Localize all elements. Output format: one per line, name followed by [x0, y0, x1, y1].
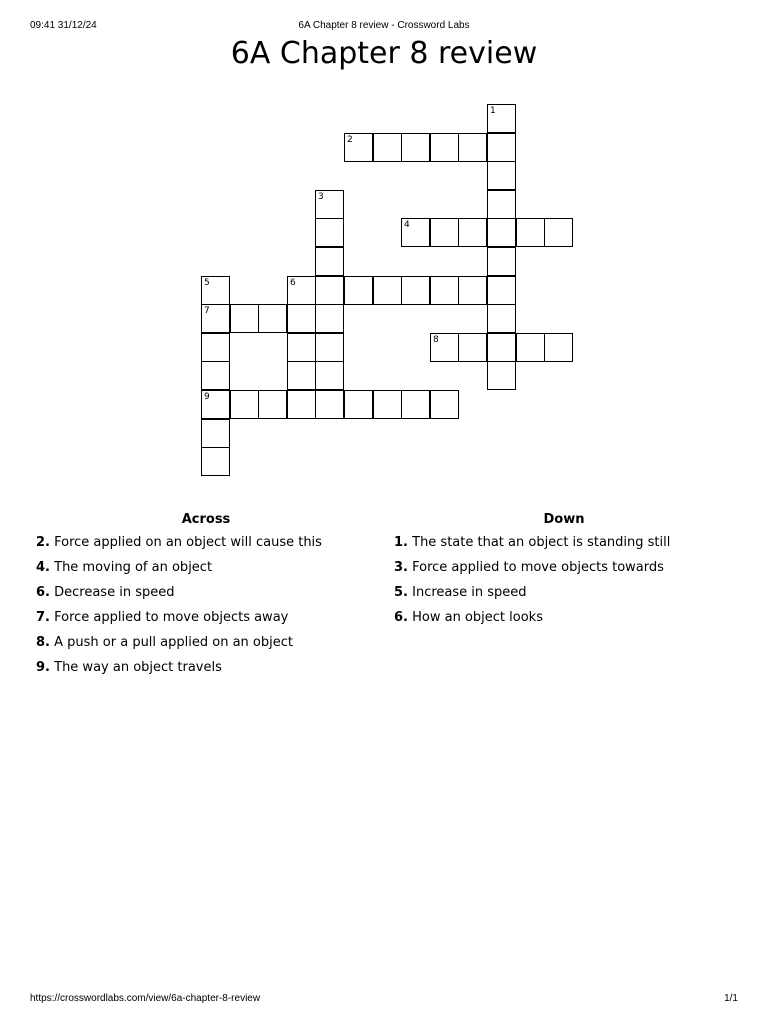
- grid-cell[interactable]: [458, 133, 487, 162]
- print-url: https://crosswordlabs.com/view/6a-chapter-8-review: [30, 993, 261, 1004]
- grid-cell[interactable]: [487, 133, 516, 162]
- cell-number: 1: [490, 106, 496, 116]
- across-clue: [36, 585, 376, 610]
- clue-number: 3.: [394, 560, 408, 575]
- cell-number: 7: [204, 306, 210, 316]
- grid-cell[interactable]: [487, 276, 516, 305]
- grid-cell[interactable]: [430, 390, 459, 419]
- cell-number: 9: [204, 392, 210, 402]
- cell-number: 3: [318, 192, 324, 202]
- grid-cell[interactable]: [315, 276, 344, 305]
- grid-cell[interactable]: [373, 133, 402, 162]
- clue-number: 2.: [36, 535, 50, 550]
- page-title: 6A Chapter 8 review: [230, 36, 538, 71]
- grid-cell[interactable]: [201, 304, 230, 333]
- down-heading: Down: [543, 512, 585, 527]
- clue-text: How an object looks: [412, 610, 543, 625]
- grid-cell[interactable]: [516, 333, 545, 362]
- grid-cell[interactable]: [487, 304, 516, 333]
- across-clue: [36, 635, 376, 660]
- grid-cell[interactable]: [201, 333, 230, 362]
- across-clue: [36, 610, 376, 635]
- grid-cell[interactable]: [287, 361, 316, 390]
- grid-cell[interactable]: [344, 133, 373, 162]
- down-clue: [394, 585, 734, 610]
- grid-cell[interactable]: [544, 333, 573, 362]
- down-clue: [394, 560, 734, 585]
- grid-cell[interactable]: [401, 276, 430, 305]
- clue-text: The way an object travels: [54, 660, 222, 675]
- grid-cell[interactable]: [315, 218, 344, 247]
- grid-cell[interactable]: [401, 133, 430, 162]
- clue-text: Force applied to move objects away: [54, 610, 289, 625]
- grid-cell[interactable]: [315, 333, 344, 362]
- grid-cell[interactable]: [258, 390, 287, 419]
- cell-number: 5: [204, 278, 210, 288]
- clue-number: 6.: [36, 585, 50, 600]
- grid-cell[interactable]: [487, 361, 516, 390]
- clue-text: Decrease in speed: [54, 585, 175, 600]
- grid-cell[interactable]: [315, 304, 344, 333]
- clue-number: 5.: [394, 585, 408, 600]
- grid-cell[interactable]: [430, 218, 459, 247]
- grid-cell[interactable]: [516, 218, 545, 247]
- grid-cell[interactable]: [315, 247, 344, 276]
- down-clues: [394, 512, 734, 635]
- grid-cell[interactable]: [458, 218, 487, 247]
- clue-text: The moving of an object: [54, 560, 213, 575]
- cell-number: 2: [347, 135, 353, 145]
- grid-cell[interactable]: [287, 304, 316, 333]
- across-clue: [36, 660, 376, 685]
- grid-cell[interactable]: [287, 390, 316, 419]
- grid-cell[interactable]: [201, 390, 230, 419]
- clue-number: 7.: [36, 610, 50, 625]
- grid-cell[interactable]: [258, 304, 287, 333]
- grid-cell[interactable]: [201, 276, 230, 305]
- grid-cell[interactable]: [487, 218, 516, 247]
- grid-cell[interactable]: [458, 276, 487, 305]
- clue-number: 8.: [36, 635, 50, 650]
- across-heading: Across: [181, 512, 231, 527]
- cell-number: 6: [290, 278, 296, 288]
- grid-cell[interactable]: [401, 390, 430, 419]
- clue-text: The state that an object is standing still: [412, 535, 671, 550]
- across-clue: [36, 560, 376, 585]
- grid-cell[interactable]: [373, 276, 402, 305]
- grid-cell[interactable]: [344, 276, 373, 305]
- print-page-title: 6A Chapter 8 review - Crossword Labs: [298, 20, 470, 31]
- clue-text: Force applied on an object will cause this: [54, 535, 322, 550]
- grid-cell[interactable]: [401, 218, 430, 247]
- down-clue: [394, 610, 734, 635]
- grid-cell[interactable]: [201, 419, 230, 448]
- grid-cell[interactable]: [344, 390, 373, 419]
- cell-number: 8: [433, 335, 439, 345]
- clue-number: 6.: [394, 610, 408, 625]
- print-datetime: 09:41 31/12/24: [30, 20, 97, 31]
- grid-cell[interactable]: [487, 247, 516, 276]
- clue-text: Increase in speed: [412, 585, 527, 600]
- grid-cell[interactable]: [544, 218, 573, 247]
- grid-cell[interactable]: [487, 333, 516, 362]
- cell-number: 4: [404, 220, 410, 230]
- clue-text: Force applied to move objects towards: [412, 560, 664, 575]
- down-clue: [394, 535, 734, 560]
- across-clues: [36, 512, 376, 685]
- clue-number: 9.: [36, 660, 50, 675]
- grid-cell[interactable]: [458, 333, 487, 362]
- grid-cell[interactable]: [430, 276, 459, 305]
- grid-cell[interactable]: [373, 390, 402, 419]
- print-page-count: 1/1: [724, 993, 738, 1004]
- grid-cell[interactable]: [430, 133, 459, 162]
- grid-cell[interactable]: [287, 333, 316, 362]
- grid-cell[interactable]: [487, 161, 516, 190]
- grid-cell[interactable]: [315, 361, 344, 390]
- grid-cell[interactable]: [487, 190, 516, 219]
- clue-number: 1.: [394, 535, 408, 550]
- grid-cell[interactable]: [315, 390, 344, 419]
- clue-number: 4.: [36, 560, 50, 575]
- grid-cell[interactable]: [201, 447, 230, 476]
- grid-cell[interactable]: [287, 276, 316, 305]
- grid-cell[interactable]: [230, 304, 259, 333]
- grid-cell[interactable]: [201, 361, 230, 390]
- across-clue: [36, 535, 376, 560]
- clue-text: A push or a pull applied on an object: [54, 635, 293, 650]
- grid-cell[interactable]: [230, 390, 259, 419]
- grid-cell[interactable]: [487, 104, 516, 133]
- grid-cell[interactable]: [430, 333, 459, 362]
- grid-cell[interactable]: [315, 190, 344, 219]
